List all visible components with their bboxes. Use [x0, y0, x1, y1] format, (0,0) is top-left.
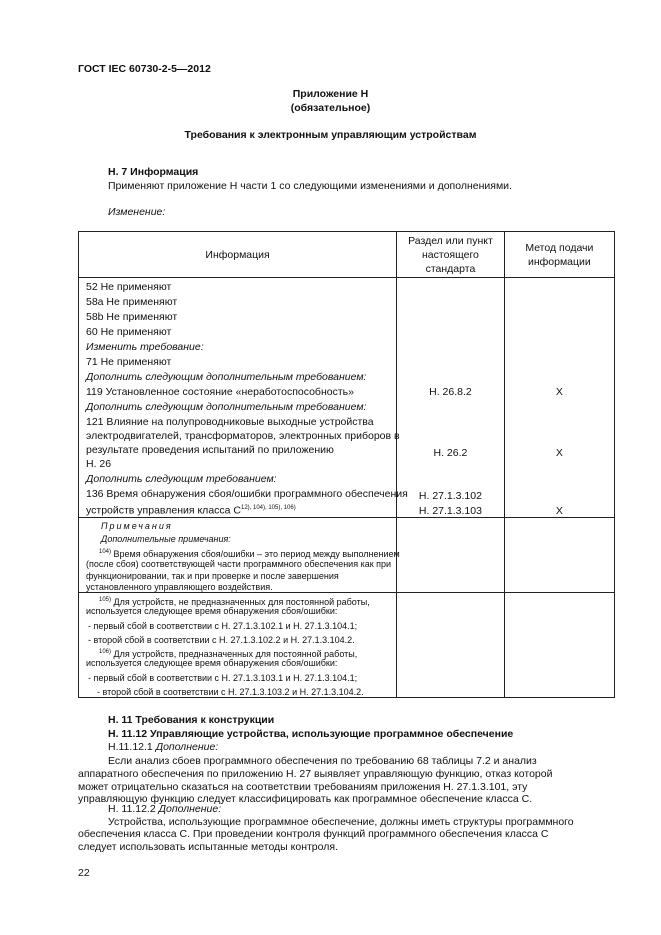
information-body	[79, 278, 408, 518]
section-ref: Н. 27.1.3.102	[418, 490, 482, 502]
paragraph-line: аппаратного обеспечения по приложению Н. 27 выявляет управляющую функцию, отказ которой	[78, 768, 553, 780]
method-mark: X	[555, 447, 563, 459]
paragraph-label: Н.11.12.1 Дополнение:	[108, 741, 219, 753]
section-ref: Н. 27.1.3.103	[418, 505, 482, 517]
annex-title: Приложение Н	[292, 88, 369, 100]
section-ref: Н. 26.8.2	[429, 386, 472, 398]
page-number: 22	[78, 867, 90, 879]
notes-empty-section	[397, 518, 505, 593]
note-105-line: используется следующее время обнаружения сбоя/ошибки:	[86, 606, 338, 616]
information-table	[78, 231, 615, 698]
table-row: 58а Не применяют	[86, 296, 178, 308]
method-column	[504, 278, 614, 518]
note-105-line: - второй сбой в соответствии с Н. 27.1.3.102.2 и Н. 27.1.3.104.2.	[88, 635, 355, 645]
section11-heading: Н. 11 Требования к конструкции	[108, 714, 275, 726]
note-106: $^{106)}$ Для устройств, предназначенных для постоянной работы,	[99, 649, 358, 659]
document-header: ГОСТ IEC 60730-2-5—2012	[78, 63, 211, 75]
header-section: Раздел или пункт настоящего стандарта	[397, 232, 505, 278]
table-row: 121 Влияние на полупроводниковые выходные устройства	[86, 416, 374, 428]
section-ref: Н. 26.2	[433, 447, 468, 459]
section7-change: Изменение:	[108, 206, 166, 218]
method-mark: X	[555, 386, 563, 398]
table-row: Дополнить следующим требованием:	[86, 473, 277, 485]
footnote-refs: 12), 104), 105), 106)	[241, 505, 296, 511]
table-row: 136 Время обнаружения сбоя/ошибки программного обеспечения	[86, 488, 408, 500]
section7-heading: Н. 7 Информация	[108, 166, 199, 178]
note-106-line: используется следующее время обнаружения сбоя/ошибки:	[86, 658, 338, 668]
table-row: 119 Установленное состояние «неработоспособность»	[86, 386, 354, 398]
paragraph-line: управляющую функцию следует классифицировать как программное обеспечение класса С.	[78, 793, 533, 805]
annex-status: (обязательное)	[290, 102, 371, 114]
note-104-line: установленного управляющего воздействия.	[86, 582, 273, 592]
table-row: Дополнить следующим дополнительным требованием:	[86, 401, 367, 413]
section-column	[397, 278, 505, 518]
table-row: устройств управления класса $С^{12), 104), 105), 106)}$	[86, 504, 296, 517]
note-104-line: (после сбоя) соответствующей части программного обеспечения как при	[86, 559, 392, 569]
method-mark: X	[555, 505, 563, 517]
notes-empty-method	[504, 518, 614, 593]
notes-title: Примечания	[101, 521, 173, 531]
header-information: Информация	[79, 232, 397, 278]
note-106-line: - первый сбой в соответствии с Н. 27.1.3.103.1 и Н. 27.1.3.104.1;	[88, 673, 358, 683]
paragraph-line: может отрицательно сказаться на соответствии требованиям приложения Н. 27.1.3.101, эту	[78, 781, 528, 793]
paragraph-line: Если анализ сбоев программного обеспечения по требованию 68 таблицы 7.2 и анализ	[108, 755, 537, 767]
note-106-line: - второй сбой в соответствии с Н. 27.1.3.103.2 и Н. 27.1.3.104.2.	[97, 687, 364, 697]
annex-subtitle: Требования к электронным управляющим устройствам	[184, 129, 477, 141]
notes-cell	[79, 518, 400, 593]
paragraph-line: Устройства, использующие программное обеспечение, должны иметь структуры программного	[108, 816, 574, 828]
paragraph-line: обеспечения класса С. При проведении контроля функций программного обеспечения класса С	[78, 828, 549, 840]
table-row: 58b Не применяют	[86, 311, 178, 323]
table-row: Н. 26	[86, 458, 112, 470]
footnotes-cell	[79, 593, 397, 698]
notes-added: Дополнительные примечания:	[101, 534, 231, 544]
note-104-line: функционировании, так и при проверке и после завершения	[86, 571, 339, 581]
section7-intro: Применяют приложение Н части 1 со следующими изменениями и дополнениями.	[108, 180, 512, 192]
table-row: электродвигателей, трансформаторов, электронных приборов в	[86, 430, 400, 442]
note-105: $^{105)}$ Для устройств, не предназначенных для постоянной работы,	[99, 597, 370, 607]
table-row: 52 Не применяют	[86, 281, 172, 293]
note-104: $^{104)}$ Время обнаружения сбоя/ошибки – это период между выполнением	[99, 549, 400, 559]
table-row: 60 Не применяют	[86, 326, 172, 338]
footnotes-empty-method	[504, 593, 614, 698]
header-method: Метод подачи информации	[504, 232, 614, 278]
note-105-line: - первый сбой в соответствии с Н. 27.1.3.102.1 и Н. 27.1.3.104.1;	[88, 621, 358, 631]
section11-12-heading: Н. 11.12 Управляющие устройства, использующие программное обеспечение	[108, 728, 514, 740]
paragraph-line: следует использовать испытанные методы контроля.	[78, 841, 338, 853]
table-row: Дополнить следующим дополнительным требованием:	[86, 371, 367, 383]
paragraph-label: Н. 11.12.2 Дополнение:	[108, 803, 222, 815]
table-row: 71 Не применяют	[86, 356, 172, 368]
table-row: результате проведения испытаний по приложению	[86, 444, 334, 456]
table-row: Изменить требование:	[86, 341, 204, 353]
footnotes-empty-section	[397, 593, 505, 698]
